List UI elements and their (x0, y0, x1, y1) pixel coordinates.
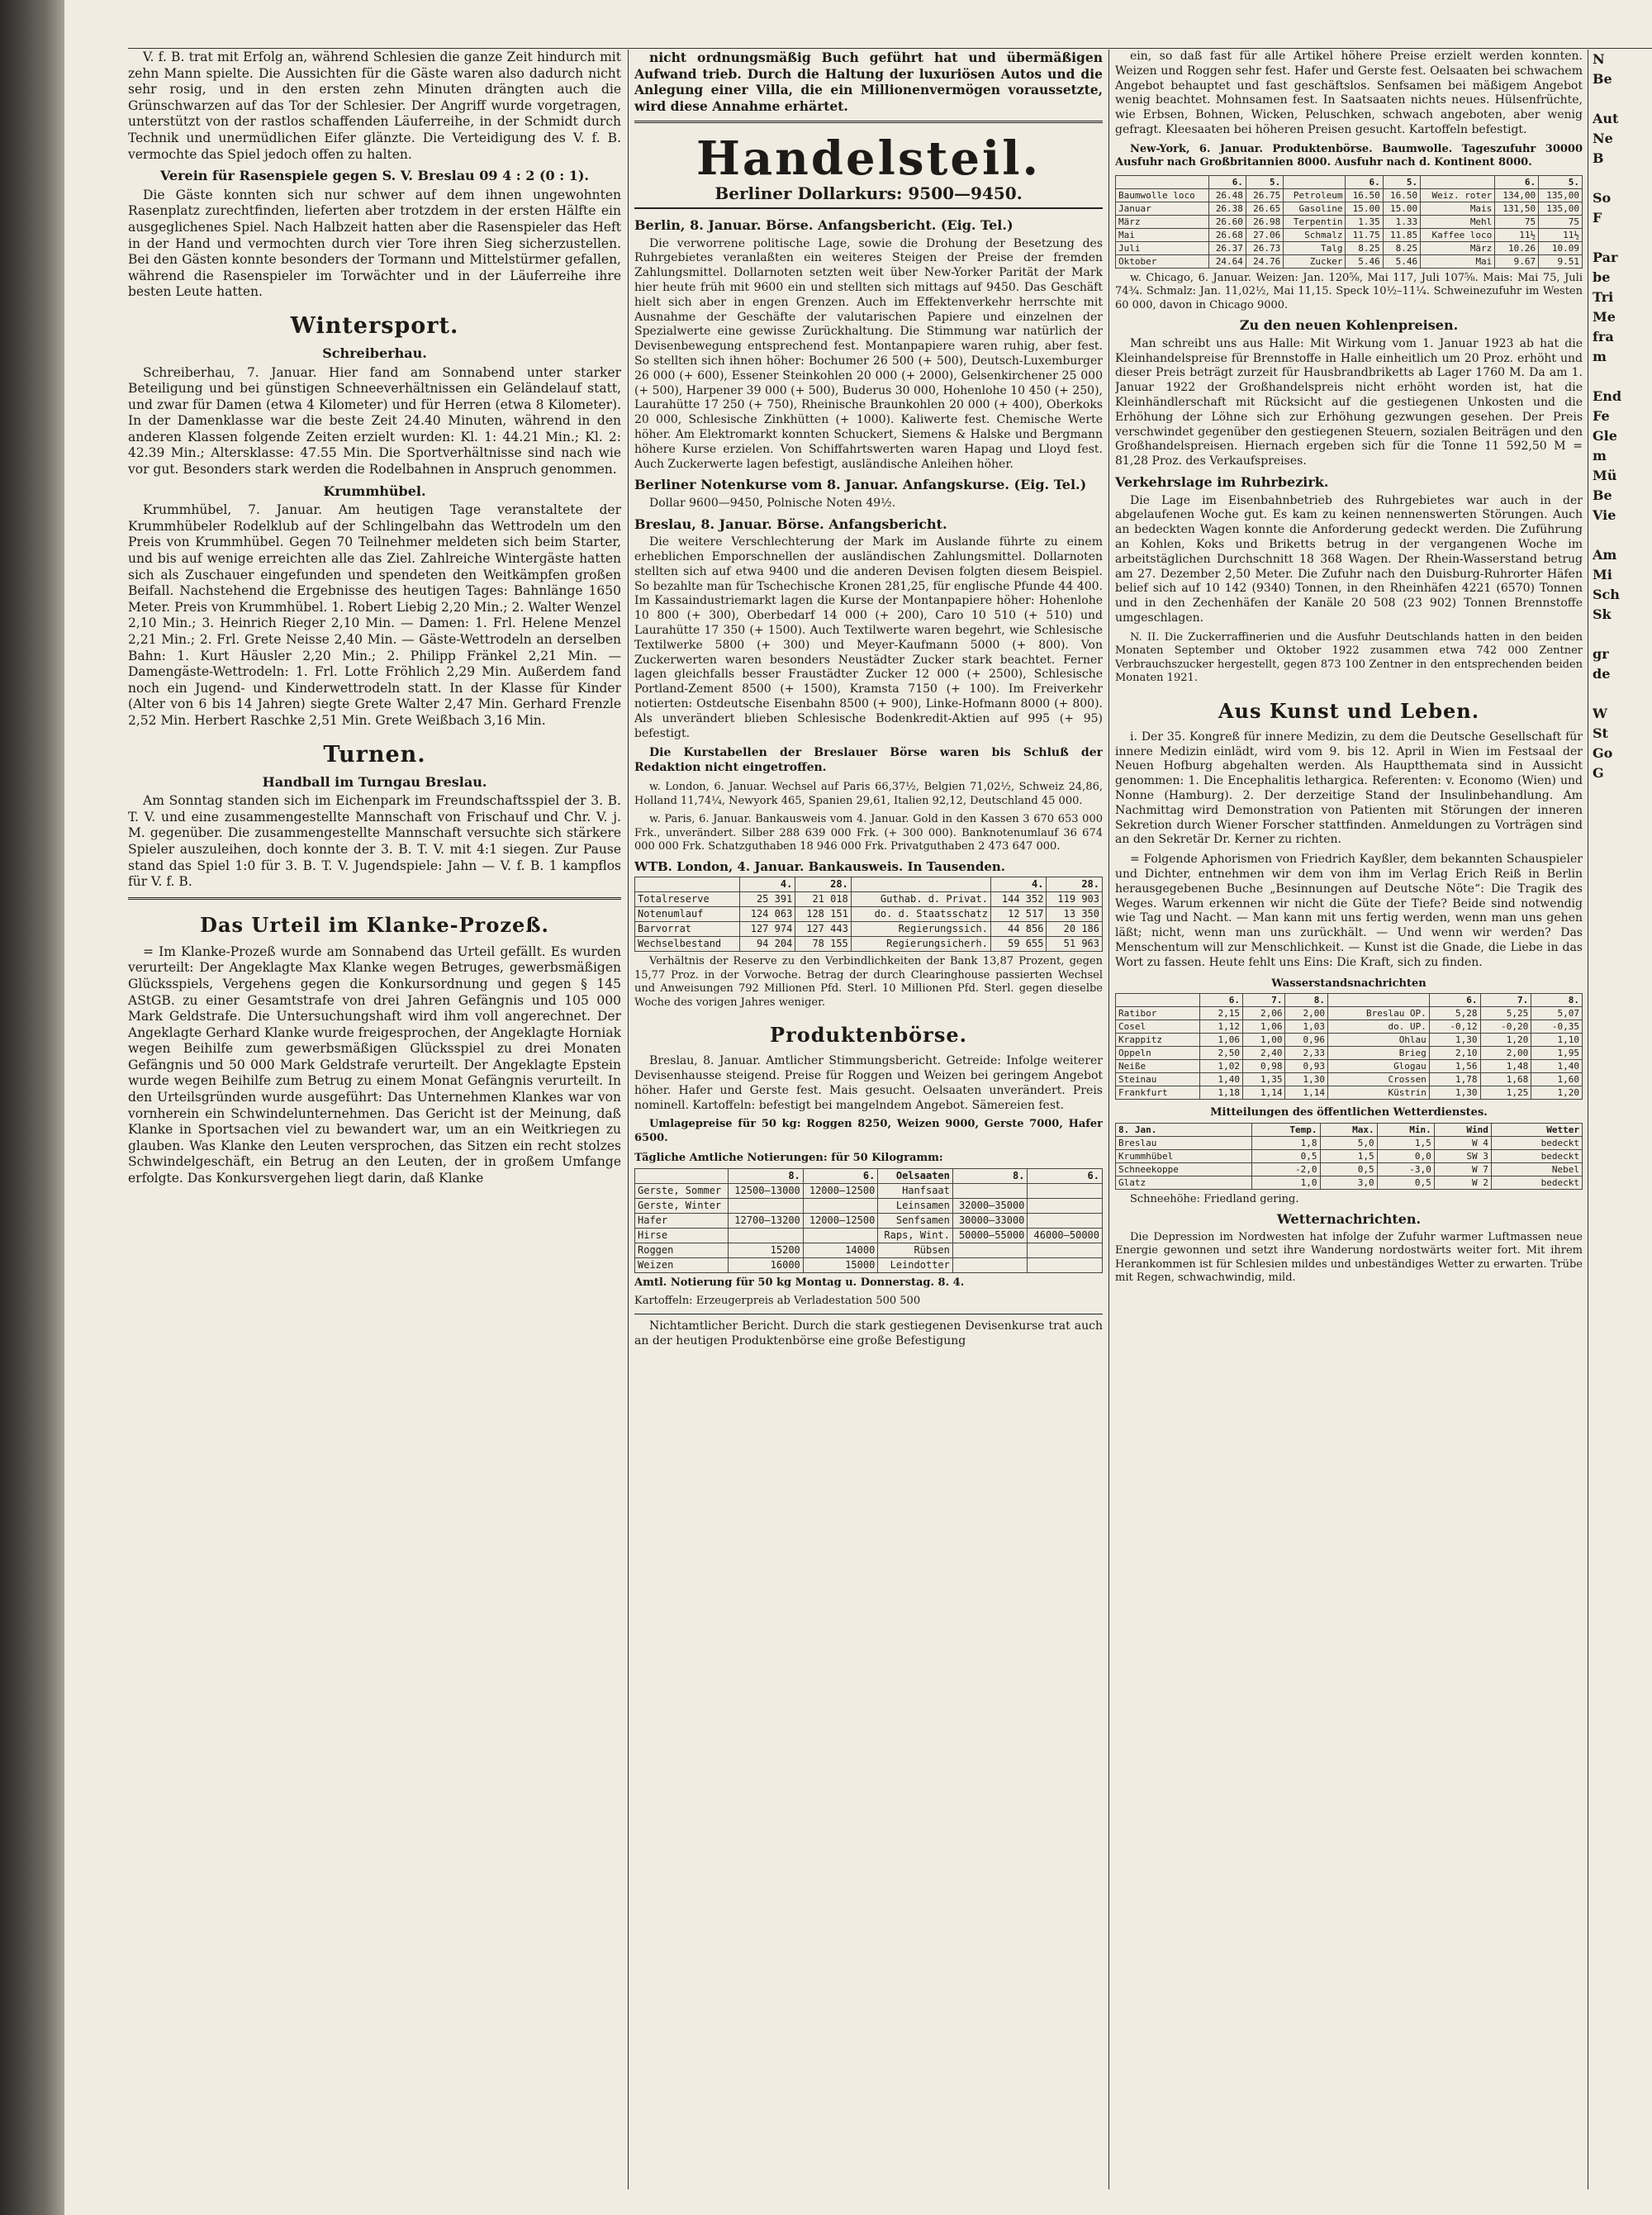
kunst-leben-title: Aus Kunst und Leben. (1218, 698, 1480, 723)
wetter-table (1115, 1123, 1583, 1190)
schreiberhau-heading: Schreiberhau. (322, 345, 427, 361)
table-row: Krummhübel 0,5 1,5 0,0 SW 3 bedeckt (1116, 1149, 1583, 1162)
verkehrslage-title: Verkehrslage im Ruhrbezirk. (1115, 474, 1329, 491)
table-row: Roggen 15200 14000 Rübsen (635, 1243, 1103, 1257)
berlin-text: Die verworrene politische Lage, sowie die Drohung der Besetzung des Ruhrgebietes veranlaßten ein weiteres Steigen der Preise der fremden Zahlungsmittel. Dollarnoten setzten weit über New-Yorker Parität der Mark hier heute früh mit 9600 ein und stellten sich mittags auf 9450. Das Geschäft hielt sich aber in engen Grenzen. Auch im Effektenverkehr herrschte mit Ausnahme der Geschäfte der valutarischen Papiere und einzelnen der Spezialwerte eine gewisse Zurückhaltung. Die Stimmung war natürlich der Devisenbewegung entsprechend fest. Montanpapiere waren ruhig, aber fest. So stellten sich ihnen höher: Bochumer 26 500 (+ 500), Deutsch-Luxemburger 26 000 (+ 600), Essener Steinkohlen 20 000 (+ 2000), Gelsenkirchener 25 000 (+ 500), Harpener 39 000 (+ 500), Buderus 30 000, Hohenlohe 10 450 (+ 250), Laurahütte 17 250 (+ 750), Rheinische Braunkohlen 20 000 (+ 400), Oberkoks 20 000, Schlesische Zinkhütten (+ 1000). Kaliwerte fest. Chemische Werte höher. Am Elektromarkt konnten Schuckert, Siemens & Halske und Bergmann höhere Kurse erzielen. Von Schiffahrtswerten waren Hapag und Lloyd fest. Auch Zuckerwerte lagen befestigt, ausländische Anleihen höher. (634, 236, 1103, 471)
produktenboerse-text: Breslau, 8. Januar. Amtlicher Stimmungsbericht. Getreide: Infolge weiterer Devisenhausse steigend. Preise für Roggen und Weizen bei geringem Angebot höher. Hafer und Gerste fest. Mais gesucht. Oelsaaten unverändert. Preis nominell. Kartoffeln: befestigt bei mangelndem Angebot. Sämereien fest. (634, 1054, 1103, 1112)
column-rule (628, 50, 629, 2189)
kunst-text: i. Der 35. Kongreß für innere Medizin, zu dem die Deutsche Gesellschaft für innere Medizin einlädt, wird vom 9. bis 12. April in Wien im Festsaal der Neuen Hofburg abgehalten werden. Als Hauptthemata sind in Aussicht genommen: 1. Die Encephalitis lethargica. Referenten: v. Economo (Wien) und Nonne (Hamburg). 2. Der derzeitige Stand der Insulinbehandlung. Am Nachmittag wird Demonstration von Patienten mit Störungen der inneren Sekretion durch Wiener Forscher stattfinden. Anmeldungen zu Vorträgen sind an den Sekretär Dr. Kerner zu richten. (1115, 730, 1583, 847)
wasserstand-table (1115, 993, 1583, 1100)
krummhuebel-text: Krummhübel, 7. Januar. Am heutigen Tage veranstaltete der Krummhübeler Rodelklub auf der Schlingelbahn das Wettrodeln um den Preis von Krummhübel. Gegen 70 Teilnehmer meldeten sich beim Starter, und bis auf wenige erreichten alle das Ziel. Zahlreiche Wintergäste hatten sich als Zuschauer eingefunden und spendeten den Weitkämpfen großen Beifall. Nachstehend die Ergebnisse des heutigen Tages: Bahnlänge 1650 Meter. Preis von Krummhübel. 1. Robert Liebig 2,20 Min.; 2. Walter Wenzel 2,10 Min.; 3. Heinrich Rieger 2,10 Min. — Damen: 1. Frl. Helene Menzel 2,21 Min.; 2. Frl. Grete Neisse 2,40 Min. — Gäste-Wettrodeln an derselben Bahn: 1. Kurt Häusler 2,20 Min.; 2. Philipp Fränkel 2,21 Min. — Damengäste-Wettrodeln: 1. Frl. Lotte Fröhlich 2,29 Min. Außerdem fand noch ein Jugend- und Kinderwettrodeln statt. In der Klasse für Kinder (Alter von 6 bis 14 Jahren) siegte Grete Walter 2,47 Min. Gerhard Frenzle 2,52 Min. Herbert Raschke 2,51 Min. Grete Weißbach 3,16 Min. (128, 502, 621, 728)
london-text: w. London, 6. Januar. Wechsel auf Paris 66,37½, Belgien 71,02½, Schweiz 24,86, Holland 11,74¼, Newyork 465, Spanien 29,61, Italien 92,12, Deutschland 45 000. (634, 781, 1103, 807)
newyork-table (1115, 175, 1583, 269)
wetternachrichten-title: Wetternachrichten. (1276, 1211, 1422, 1228)
table-row: Barvorrat 127 974 127 443 Regierungssich. 44 856 20 186 (635, 922, 1103, 937)
bank-table-title: WTB. London, 4. Januar. Bankausweis. In Tausenden. (634, 858, 1005, 874)
handball-text: Am Sonntag standen sich im Eichenpark im Freundschaftsspiel der 3. B. T. V. und eine zusammengestellte Mannschaft von Frischauf und Chr. V. j. M. gegenüber. Die zusammengestellte Mannschaft versuchte sich stärkere Spieler auszuleihen, doch konnte der 3. B. T. V. mit 4:1 siegen. Zur Pause stand das Spiel 1:0 für 3. B. T. V. Jugendspiele: Jahn — V. f. B. 1 kampflos für V. f. B. (128, 793, 621, 890)
klanke-text: = Im Klanke-Prozeß wurde am Sonnabend das Urteil gefällt. Es wurden verurteilt: Der Angeklagte Max Klanke wegen Betruges, gewerbsmäßigen Glücksspiels, Vergehens gegen die Konkursordnung und gegen § 145 AStGB. zu einer Gesamtstrafe von drei Jahren Gefängnis und 105 000 Mark Geldstrafe. Die Untersuchungshaft wird ihm voll angerechnet. Der Angeklagte Gerhard Klanke wurde freigesprochen, der Angeklagte Horniak wegen Beihilfe zum gewerbsmäßigen Glücksspiel zu drei Monaten Gefängnis und 50 000 Mark Geldstrafe verurteilt. Der Angeklagte Epstein wurde wegen Beihilfe zum Betrug zu einem Monat Gefängnis verurteilt. In den Urteilsgründen wurde ausgeführt: Das Unternehmen Klankes war von vornherein ein Schwindelunternehmen. Das Gericht ist der Meinung, daß Klanke in Sportsachen viel zu bewandert war, um an ein Weitkriegen zu glauben. Was Klanke den Leuten versprochen, das Sitzen ein recht stolzes Schwindelgeschäft, ein Betrug an den Leuten, der in großem Umfange erfolgte. Das Konkursvergehen liegt darin, daß Klanke (128, 944, 621, 1186)
wetterdienst-title: Mitteilungen des öffentlichen Wetterdienstes. (1210, 1106, 1488, 1119)
column-2 (634, 50, 1103, 2198)
handball-heading: Handball im Turngau Breslau. (262, 773, 487, 790)
table-row: Wechselbestand 94 204 78 155 Regierungsicherh. 59 655 51 963 (635, 937, 1103, 952)
table-row: Hirse Raps, Wint. 50000—55000 46000—50000 (635, 1228, 1103, 1243)
breslau-heading: Breslau, 8. Januar. Börse. Anfangsbericht. (634, 516, 947, 532)
table-row: Gerste, Winter Leinsamen 32000—35000 (635, 1198, 1103, 1213)
table-row: Mai 26.68 27.06 Schmalz 11.75 11.85 Kaffee loco 11½ 11½ (1116, 228, 1583, 241)
table-row: Weizen 16000 15000 Leindotter (635, 1257, 1103, 1272)
table-row: März 26.60 26.98 Terpentin 1.35 1.33 Mehl 75 75 (1116, 215, 1583, 228)
schneehoehe-note: Schneehöhe: Friedland gering. (1130, 1192, 1299, 1205)
produkt-continuation: ein, so daß fast für alle Artikel höhere Preise erzielt werden konnten. Weizen und Roggen sehr fest. Hafer und Gerste fest. Oelsaaten bei schwachem Angebot behauptet und fast geschäftslos. Senfsamen bei mäßigem Angebot wenig beachtet. Mohnsamen fest. In Saatsaaten nichts neues. Hülsenfrüchte, wie Erbsen, Bohnen, Wicken, Peluschken, schwach angeboten, aber wenig gefragt. Kleesaaten bei höheren Preisen gesucht. Kartoffeln befestigt. (1115, 50, 1583, 136)
umlagepreise: Umlagepreise für 50 kg: Roggen 8250, Weizen 9000, Gerste 7000, Hafer 6500. (634, 1118, 1103, 1144)
top-rule (128, 48, 1652, 49)
klanke-continuation: nicht ordnungsmäßig Buch geführt hat und übermäßigen Aufwand trieb. Durch die Haltung der luxuriösen Autos und die Anlegung einer Villa, die ein Millionenvermögen voraussetzte, wird diese Annahme erhärtet. (634, 50, 1103, 114)
verein-heading: Verein für Rasenspiele gegen S. V. Breslau 09 4 : 2 (0 : 1). (159, 168, 589, 184)
wasserstand-title: Wasserstandsnachrichten (1271, 977, 1427, 990)
kohlenpreise-title: Zu den neuen Kohlenpreisen. (1239, 317, 1459, 334)
table-row: Notenumlauf 124 063 128 151 do. d. Staatsschatz 12 517 13 350 (635, 907, 1103, 922)
amtliche-notierung: Amtl. Notierung für 50 kg Montag u. Donnerstag. 8. 4. (634, 1276, 965, 1289)
column-4-fragment (1593, 50, 1652, 2198)
table-row: Totalreserve 25 391 21 018 Guthab. d. Privat. 144 352 119 903 (635, 892, 1103, 907)
table-row: Cosel 1,12 1,06 1,03 do. UP. -0,12 -0,20 -0,35 (1116, 1020, 1583, 1034)
berlin-heading: Berlin, 8. Januar. Börse. Anfangsbericht. (Eig. Tel.) (634, 216, 1014, 233)
turnen-title: Turnen. (323, 741, 426, 768)
wetternachrichten-text: Die Depression im Nordwesten hat infolge der Zufuhr warmer Luftmassen neue Energie gewonnen und setzt ihre Wanderung nordostwärts weiter fort. Mit ihrem Herankommen ist für Schlesien mildes und unbeständiges Wetter zu erwarten. Trübe mit Regen, schwachwindig, mild. (1115, 1230, 1583, 1285)
nichtamtlicher-bericht: Nichtamtlicher Bericht. Durch die stark gestiegenen Devisenkurse trat auch an der heutigen Produktenbörse eine große Befestigung (634, 1319, 1103, 1348)
klanke-title: Das Urteil im Klanke-Prozeß. (200, 912, 549, 937)
table-row: Oktober 24.64 24.76 Zucker 5.46 5.46 Mai 9.67 9.51 (1116, 254, 1583, 268)
kartoffel-notierung: Kartoffeln: Erzeugerpreis ab Verladestation 500 500 (634, 1295, 921, 1308)
notenkurse-text: Dollar 9600—9450, Polnische Noten 49½. (649, 496, 896, 510)
table-row: Baumwolle loco 26.48 26.75 Petroleum 16.50 16.50 Weiz. roter 134,00 135,00 (1116, 188, 1583, 202)
produktenboerse-title: Produktenbörse. (770, 1023, 967, 1048)
cropped-text-fragment: N Be Aut Ne B So F Par be Tri Me fra m End Fe Gle m Mü Be Vie Am Mi Sch Sk gr de W St Go G (1593, 51, 1622, 781)
column-3 (1115, 50, 1583, 2198)
newyork-heading: New-York, 6. Januar. Produktenbörse. Baumwolle. Tageszufuhr 30000 Ausfuhr nach Großbritannien 8000. Ausfuhr nach d. Kontinent 8000. (1115, 142, 1583, 169)
table-row: Oppeln 2,50 2,40 2,33 Brieg 2,10 2,00 1,95 (1116, 1047, 1583, 1060)
table-row: Neiße 1,02 0,98 0,93 Glogau 1,56 1,48 1,40 (1116, 1060, 1583, 1073)
wintersport-title: Wintersport. (290, 312, 459, 339)
table-header-row: 4. 28. 4. 28. (635, 877, 1103, 892)
table-row: Gerste, Sommer 12500—13000 12000—12500 Hanfsaat (635, 1183, 1103, 1198)
table-row: Schneekoppe -2,0 0,5 -3,0 W 7 Nebel (1116, 1162, 1583, 1176)
krummhuebel-heading: Krummhübel. (323, 482, 426, 499)
table-header-row: 8. Jan. Temp. Max. Min. Wind Wetter (1116, 1123, 1583, 1136)
verkehrslage-text: Die Lage im Eisenbahnbetrieb des Ruhrgebietes war auch in der abgelaufenen Woche gut. Es kam zu keinen nennenswerten Störungen. Auch an bedeckten Wagen konnte die Anforderung gedeckt werden. Die Zuführung an Kohlen, Koks und Briketts betrug in der vergangenen Woche im arbeitstäglichen Durchschnitt 18 368 Wagen. Der Rhein-Wasserstand betrug am 27. Dezember 2,50 Meter. Die Zufuhr nach den Duisburg-Ruhrorter Häfen belief sich auf 10 142 (9340) Tonnen, in den Rheinhäfen 4221 (6570) Tonnen und in den Zechenhäfen der Kanäle 20 508 (23 902) Tonnen Brennstoffe umgeschlagen. (1115, 493, 1583, 625)
kohlenpreise-text: Man schreibt uns aus Halle: Mit Wirkung vom 1. Januar 1923 ab hat die Kleinhandelspreise für Brennstoffe in Halle einheitlich um 20 Proz. erhöht und dieser Preis beträgt zurzeit für Hausbrandbriketts ab Lager 1760 M. Da am 1. Januar 1922 der Großhandelspreis nicht erhöht worden ist, hat die Kleinhändlerschaft mit Rücksicht auf die gestiegenen Unkosten und die Erhöhung der Löhne sich zur Erhöhung gezwungen gesehen. Der Preis verschwindet gegenüber den gestiegenen Steuern, sozialen Beiträgen und den Großhandelspreisen. Hiernach ergeben sich für die Tonne 11 592,50 M = 81,28 Proz. des Verkaufspreises. (1115, 336, 1583, 468)
table-row: Frankfurt 1,18 1,14 1,14 Küstrin 1,30 1,25 1,20 (1116, 1086, 1583, 1100)
zucker-note: N. II. Die Zuckerraffinerien und die Ausfuhr Deutschlands hatten in den beiden Monaten September und Oktober 1922 zusammen etwa 742 000 Zentner Verbrauchszucker hergestellt, gegen 873 100 Zentner in den entsprechenden beiden Monaten 1921. (1115, 630, 1583, 685)
breslau-text: Die weitere Verschlechterung der Mark im Auslande führte zu einem erheblichen Emporschnellen der ausländischen Zahlungsmittel. Dollarnoten stellten sich auf etwa 9400 und die anderen Devisen folgten diesem Beispiel. So bezahlte man für Tschechische Kronen 281,25, für englische Pfunde 44 400. Im Kassaindustriemarkt lagen die Kurse der Montanpapiere höher: Hohenlohe 10 800 (+ 300), Oberbedarf 14 000 (+ 200), Caro 10 510 (+ 510) und Laurahütte 17 350 (+ 1500). Auch Textilwerte waren begehrt, wie Schlesische Textilwerke 5800 (+ 300) und Meyer-Kaufmann 5000 (+ 800). Von Zuckerwerten waren besonders Neustädter Zucker stark beachtet. Ferner lagen gleichfalls besser Fraustädter Zucker 12 000 (+ 2500), Schlesische Portland-Zement 8500 (+ 1500), Kramsta 7150 (+ 100). Im Freiverkehr notierten: Ostdeutsche Eisenbahn 8500 (+ 900), Linke-Hofmann 8000 (+ 800). Als unverändert blieben Schlesische Bodenkredit-Aktien auf 995 (+ 95) befestigt. (634, 535, 1103, 740)
chicago-note: w. Chicago, 6. Januar. Weizen: Jan. 120⅝, Mai 117, Juli 107⅝. Mais: Mai 75, Juli 74¾. Schmalz: Jan. 11,02½, Mai 11,15. Speck 10½–11¼. Schweinezufuhr im Westen 60 000, davon in Chicago 9000. (1115, 271, 1583, 311)
table-header-row: 8. 6. Oelsaaten 8. 6. (635, 1168, 1103, 1183)
schreiberhau-text: Schreiberhau, 7. Januar. Hier fand am Sonnabend unter starker Beteiligung und bei günstigen Schneeverhältnissen ein Geländelauf statt, und zwar für Damen (etwa 4 Kilometer) und für Herren (etwa 8 Kilometer). In der Damenklasse war die beste Zeit 24.40 Minuten, während in den anderen Klassen folgende Zeiten erzielt wurden: Kl. 1: 44.21 Min.; Kl. 2: 42.39 Min.; Altersklasse: 47.55 Min. Die Sportverhältnisse sind nach wie vor gut. Besonders stark werden die Rodelbahnen in Anspruch genommen. (128, 364, 621, 478)
table-row: Januar 26.38 26.65 Gasoline 15.00 15.00 Mais 131,50 135,00 (1116, 202, 1583, 215)
table-row: Ratibor 2,15 2,06 2,00 Breslau OP. 5,28 5,25 5,07 (1116, 1007, 1583, 1020)
bank-note: Verhältnis der Reserve zu den Verbindlichkeiten der Bank 13,87 Prozent, gegen 15,77 Proz. in der Vorwoche. Betrag der durch Clearinghouse passierten Wechsel und Anweisungen 792 Millionen Pfd. Sterl. 10 Millionen Pfd. Sterl. gegen dieselbe Woche des vorigen Jahres weniger. (634, 955, 1103, 1009)
notierungen-table (634, 1168, 1103, 1273)
verein-text: Die Gäste konnten sich nur schwer auf dem ihnen ungewohnten Rasenplatz zurechtfinden, lieferten aber trotzdem in der ersten Hälfte ein ausgeglichenes Spiel. Nach Halbzeit hatten aber die Rasenspieler das Heft in der Hand und vermochten durch vier Tore ihren Sieg sicherzustellen. Bei den Gästen konnte besonders der Tormann und Mittelstürmer gefallen, während die Rasenspieler im Torwächter und in der Läuferreihe ihre besten Leute hatten. (128, 187, 621, 300)
table-row: Hafer 12700—13200 12000—12500 Senfsamen 30000—33000 (635, 1213, 1103, 1228)
table-row: Krappitz 1,06 1,00 0,96 Ohlau 1,30 1,20 1,10 (1116, 1034, 1583, 1047)
bank-table (634, 877, 1103, 952)
handelsteil-banner: Handelsteil. (695, 131, 1042, 187)
notenkurse-heading: Berliner Notenkurse vom 8. Januar. Anfangskurse. (Eig. Tel.) (634, 477, 1087, 493)
column-1 (128, 50, 621, 2198)
kurstabellen-note: Die Kurstabellen der Breslauer Börse waren bis Schluß der Redaktion nicht eingetroffen. (634, 746, 1103, 775)
table-header-row: 6. 7. 8. 6. 7. 8. (1116, 994, 1583, 1007)
book-binding (0, 0, 64, 2215)
table-row: Juli 26.37 26.73 Talg 8.25 8.25 März 10.26 10.09 (1116, 241, 1583, 254)
sport-intro: V. f. B. trat mit Erfolg an, während Schlesien die ganze Zeit hindurch mit zehn Mann spielte. Die Aussichten für die Gäste waren also dadurch nicht sehr rosig, und in den ersten zehn Minuten drängten auch die Grünschwarzen auf das Tor der Schlesier. Der Angriff wurde vorgetragen, unterstützt von der rastlos schaffenden Läuferreihe, in der Schmidt durch Technik und unermüdlichen Eifer glänzte. Die Verteidigung des V. f. B. vermochte das Spiel jedoch offen zu halten. (128, 50, 621, 162)
dollarkurs-line: Berliner Dollarkurs: 9500—9450. (634, 186, 1103, 209)
aphorismen-text: = Folgende Aphorismen von Friedrich Kayßler, dem bekannten Schauspieler und Dichter, entnehmen wir dem von ihm im Verlag Erich Reiß in Berlin herausgegebenen Buche „Besinnungen auf Deutsche Nöte“: Die Tragik des Weges. Warum erkennen wir nicht die Güte der Tiefe? Beide sind notwendig wie Tag und Nacht. — Man kann mit uns fertig werden, wenn man uns gehen läßt; nicht, wenn man uns zurückhält. — Und wenn wir werden? Das Menschentum will zur Menschlichkeit. — Kunst ist die Gnade, die Liebe in das Wort zu fassen. Heute fehlt uns Eins: Die Kraft, sich zu finden. (1115, 853, 1583, 969)
table-row: Steinau 1,40 1,35 1,30 Crossen 1,78 1,68 1,60 (1116, 1073, 1583, 1086)
divider (128, 897, 621, 900)
divider (634, 121, 1103, 123)
column-rule (1108, 50, 1109, 2189)
table-row: Breslau 1,8 5,0 1,5 W 4 bedeckt (1116, 1136, 1583, 1149)
paris-text: w. Paris, 6. Januar. Bankausweis vom 4. Januar. Gold in den Kassen 3 670 653 000 Frk., unverändert. Silber 288 639 000 Frk. (+ 300 000). Banknotenumlauf 36 674 000 000 Frk. Schatzguthaben 18 946 000 Frk. Privatguthaben 2 473 647 000. (634, 813, 1103, 853)
table-row: Glatz 1,0 3,0 0,5 W 2 bedeckt (1116, 1176, 1583, 1189)
notierungen-title: Tägliche Amtliche Notierungen: für 50 Kilogramm: (634, 1152, 943, 1165)
table-header-row: 6. 5. 6. 5. 6. 5. (1116, 175, 1583, 188)
